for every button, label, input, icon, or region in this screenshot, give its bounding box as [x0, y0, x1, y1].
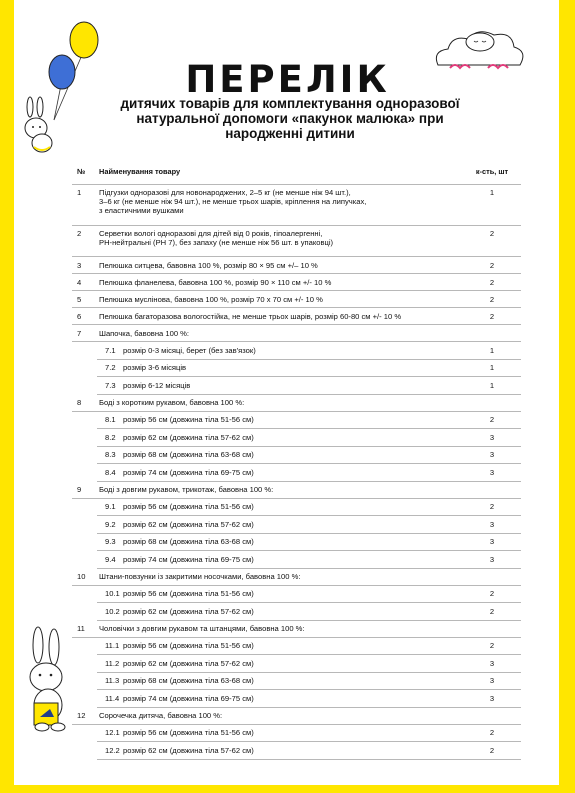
row-item-name — [97, 655, 463, 673]
table-subrow — [72, 411, 521, 429]
subrow-text: розмір 62 см (довжина тіла 57-62 см) — [123, 606, 254, 616]
subrow-number: 8.3 — [105, 450, 116, 460]
table-subrow — [72, 603, 521, 621]
subrow-text: розмір 56 см (довжина тіла 51-56 см) — [123, 415, 254, 425]
table-subrow — [72, 637, 521, 655]
row-item-name — [97, 637, 463, 655]
subrow-number: 10.2 — [105, 606, 120, 616]
table-subrow — [72, 377, 521, 395]
row-quantity — [463, 620, 521, 637]
subrow-number: 12.2 — [105, 745, 120, 755]
table-row — [72, 620, 521, 637]
row-item-name — [97, 690, 463, 708]
subrow-number: 11.3 — [105, 676, 120, 686]
row-item-name — [97, 568, 463, 585]
table-subrow — [72, 464, 521, 482]
row-item-name — [97, 603, 463, 621]
row-item-name — [97, 429, 463, 447]
row-quantity — [463, 325, 521, 342]
table-subrow — [72, 724, 521, 742]
row-quantity: 2 — [463, 585, 521, 603]
row-number: 9 — [72, 481, 97, 498]
row-number — [72, 603, 97, 621]
items-table — [72, 158, 521, 760]
subrow-text: розмір 62 см (довжина тіла 57-62 см) — [123, 745, 254, 755]
row-item-name — [97, 585, 463, 603]
table-row — [72, 185, 521, 226]
row-number: 6 — [72, 308, 97, 325]
row-quantity: 3 — [463, 655, 521, 673]
row-item-name — [97, 359, 463, 377]
row-quantity: 3 — [463, 533, 521, 551]
row-number: 4 — [72, 274, 97, 291]
row-quantity: 3 — [463, 446, 521, 464]
row-text: Чоловічки з довгим рукавом та штанцями, бавовна 100 %: — [99, 624, 305, 633]
subrow-text: розмір 56 см (довжина тіла 51-56 см) — [123, 728, 254, 738]
subrow-number: 11.2 — [105, 658, 120, 668]
row-item-name — [97, 620, 463, 637]
subrow-text: розмір 56 см (довжина тіла 51-56 см) — [123, 641, 254, 651]
row-number: 2 — [72, 226, 97, 257]
table-subrow — [72, 498, 521, 516]
subrow-text: розмір 68 см (довжина тіла 63-68 см) — [123, 450, 254, 460]
table-subrow — [72, 742, 521, 760]
row-quantity — [463, 394, 521, 411]
row-quantity: 2 — [463, 498, 521, 516]
subrow-text: розмір 6-12 місяців — [123, 380, 191, 390]
row-quantity — [463, 481, 521, 498]
row-text: Пелюшка фланелева, бавовна 100 %, розмір 90 × 110 см +/- 10 % — [99, 277, 332, 287]
table-row — [72, 394, 521, 411]
row-number: 3 — [72, 257, 97, 274]
table-row — [72, 226, 521, 257]
row-text: Серветки вологі одноразові для дітей від 0 років, гіпоалергенні, PH-нейтральні (PH 7), без запаху (не менше ніж 56 шт. в упаковці) — [99, 229, 334, 247]
row-quantity: 2 — [463, 308, 521, 325]
row-quantity: 2 — [463, 257, 521, 274]
subrow-text: розмір 68 см (довжина тіла 63-68 см) — [123, 676, 254, 686]
row-quantity: 3 — [463, 429, 521, 447]
row-item-name — [97, 274, 463, 291]
row-number — [72, 446, 97, 464]
row-number: 8 — [72, 394, 97, 411]
table-header-row — [72, 158, 521, 185]
table-row — [72, 481, 521, 498]
row-item-name — [97, 185, 463, 226]
table-subrow — [72, 533, 521, 551]
row-number: 7 — [72, 325, 97, 342]
row-number: 12 — [72, 707, 97, 724]
row-quantity — [463, 568, 521, 585]
row-number — [72, 637, 97, 655]
row-item-name — [97, 498, 463, 516]
row-item-name — [97, 672, 463, 690]
row-quantity: 2 — [463, 637, 521, 655]
row-quantity: 2 — [463, 411, 521, 429]
yellow-balloon-icon — [70, 22, 98, 58]
header-qty: к-сть, шт — [463, 158, 521, 185]
row-item-name — [97, 533, 463, 551]
row-item-name — [97, 291, 463, 308]
subrow-number: 10.1 — [105, 589, 120, 599]
row-text: Штани-повзунки із закритими носочками, бавовна 100 %: — [99, 572, 301, 581]
table-subrow — [72, 551, 521, 569]
subrow-number: 8.2 — [105, 432, 116, 442]
row-item-name — [97, 464, 463, 482]
row-number — [72, 342, 97, 360]
row-item-name — [97, 742, 463, 760]
row-quantity: 2 — [463, 291, 521, 308]
row-quantity: 1 — [463, 185, 521, 226]
table-subrow — [72, 655, 521, 673]
row-text: Сорочечка дитяча, бавовна 100 %: — [99, 711, 223, 720]
table-subrow — [72, 516, 521, 534]
subrow-text: розмір 62 см (довжина тіла 57-62 см) — [123, 432, 254, 442]
row-quantity: 3 — [463, 516, 521, 534]
row-item-name — [97, 308, 463, 325]
row-number — [72, 533, 97, 551]
row-item-name — [97, 724, 463, 742]
row-quantity: 2 — [463, 742, 521, 760]
row-number — [72, 742, 97, 760]
row-number — [72, 551, 97, 569]
table-row — [72, 291, 521, 308]
row-text: Пелюшка муслінова, бавовна 100 %, розмір 70 х 70 см +/- 10 % — [99, 294, 323, 304]
row-item-name — [97, 551, 463, 569]
row-number — [72, 377, 97, 395]
subrow-number: 9.2 — [105, 519, 116, 529]
subrow-number: 8.1 — [105, 415, 116, 425]
row-number — [72, 724, 97, 742]
row-item-name — [97, 257, 463, 274]
table-subrow — [72, 342, 521, 360]
subrow-number: 8.4 — [105, 467, 116, 477]
table-row — [72, 274, 521, 291]
row-quantity: 2 — [463, 274, 521, 291]
row-item-name — [97, 226, 463, 257]
row-item-name — [97, 516, 463, 534]
row-item-name — [97, 481, 463, 498]
subrow-text: розмір 56 см (довжина тіла 51-56 см) — [123, 589, 254, 599]
row-number — [72, 655, 97, 673]
row-number — [72, 585, 97, 603]
row-quantity — [463, 707, 521, 724]
row-number — [72, 429, 97, 447]
row-number: 5 — [72, 291, 97, 308]
table-subrow — [72, 359, 521, 377]
subrow-number: 7.2 — [105, 363, 116, 373]
table-subrow — [72, 585, 521, 603]
table-row — [72, 568, 521, 585]
row-number — [72, 672, 97, 690]
row-quantity: 2 — [463, 226, 521, 257]
subrow-text: розмір 62 см (довжина тіла 57-62 см) — [123, 519, 254, 529]
row-number — [72, 411, 97, 429]
subrow-text: розмір 74 см (довжина тіла 69-75 см) — [123, 467, 254, 477]
row-quantity: 3 — [463, 672, 521, 690]
table-subrow — [72, 690, 521, 708]
subrow-number: 11.1 — [105, 641, 120, 651]
table-row — [72, 325, 521, 342]
row-number: 1 — [72, 185, 97, 226]
subrow-number: 9.1 — [105, 502, 116, 512]
header-name: Найменування товару — [97, 158, 463, 185]
subrow-text: розмір 68 см (довжина тіла 63-68 см) — [123, 537, 254, 547]
document-subtitle: дитячих товарів для комплектування одноразової натуральної допомоги «пакунок малюка» при народженні дитини — [120, 96, 460, 141]
row-text: Пелюшка ситцева, бавовна 100 %, розмір 80 × 95 см +/– 10 % — [99, 260, 318, 270]
row-number — [72, 359, 97, 377]
row-quantity: 1 — [463, 342, 521, 360]
row-quantity: 3 — [463, 464, 521, 482]
row-item-name — [97, 342, 463, 360]
row-text: Боді з довгим рукавом, трикотаж, бавовна 100 %: — [99, 485, 274, 494]
row-quantity: 2 — [463, 603, 521, 621]
subrow-number: 11.4 — [105, 693, 120, 703]
table-row — [72, 257, 521, 274]
bottom-frame-band — [0, 785, 575, 793]
row-quantity: 1 — [463, 377, 521, 395]
table-row — [72, 308, 521, 325]
row-item-name — [97, 446, 463, 464]
header-num: № — [72, 158, 97, 185]
subrow-number: 12.1 — [105, 728, 120, 738]
subrow-text: розмір 0-3 місяці, берет (без зав'язок) — [123, 345, 256, 355]
subrow-number: 7.1 — [105, 345, 116, 355]
row-item-name — [97, 411, 463, 429]
row-text: Пелюшка багаторазова вологостійка, не менше трьох шарів, розмір 60-80 см +/- 10 % — [99, 311, 402, 321]
subrow-number: 9.3 — [105, 537, 116, 547]
row-text: Боді з коротким рукавом, бавовна 100 %: — [99, 398, 245, 407]
subrow-text: розмір 56 см (довжина тіла 51-56 см) — [123, 502, 254, 512]
row-number — [72, 516, 97, 534]
row-number — [72, 690, 97, 708]
row-number: 11 — [72, 620, 97, 637]
table-subrow — [72, 429, 521, 447]
row-quantity: 3 — [463, 551, 521, 569]
row-item-name — [97, 394, 463, 411]
row-number: 10 — [72, 568, 97, 585]
row-item-name — [97, 377, 463, 395]
subrow-text: розмір 74 см (довжина тіла 69-75 см) — [123, 693, 254, 703]
row-number — [72, 498, 97, 516]
table-subrow — [72, 672, 521, 690]
row-text: Підгузки одноразові для новонароджених, 2–5 кг (не менше ніж 94 шт.), 3–6 кг (не менше ніж 94 шт.), не менше трьох шарів, кріплення на липучках, з еластичними вушками — [99, 188, 367, 215]
document-title: ПЕРЕЛІК — [185, 58, 390, 101]
row-text: Шапочка, бавовна 100 %: — [99, 328, 190, 338]
table-row — [72, 707, 521, 724]
row-quantity: 3 — [463, 690, 521, 708]
row-number — [72, 464, 97, 482]
row-item-name — [97, 325, 463, 342]
subrow-number: 7.3 — [105, 380, 116, 390]
row-item-name — [97, 707, 463, 724]
row-quantity: 1 — [463, 359, 521, 377]
table-subrow — [72, 446, 521, 464]
subrow-text: розмір 74 см (довжина тіла 69-75 см) — [123, 554, 254, 564]
subrow-text: розмір 62 см (довжина тіла 57-62 см) — [123, 658, 254, 668]
row-quantity: 2 — [463, 724, 521, 742]
subrow-number: 9.4 — [105, 554, 116, 564]
subrow-text: розмір 3-6 місяців — [123, 363, 187, 373]
